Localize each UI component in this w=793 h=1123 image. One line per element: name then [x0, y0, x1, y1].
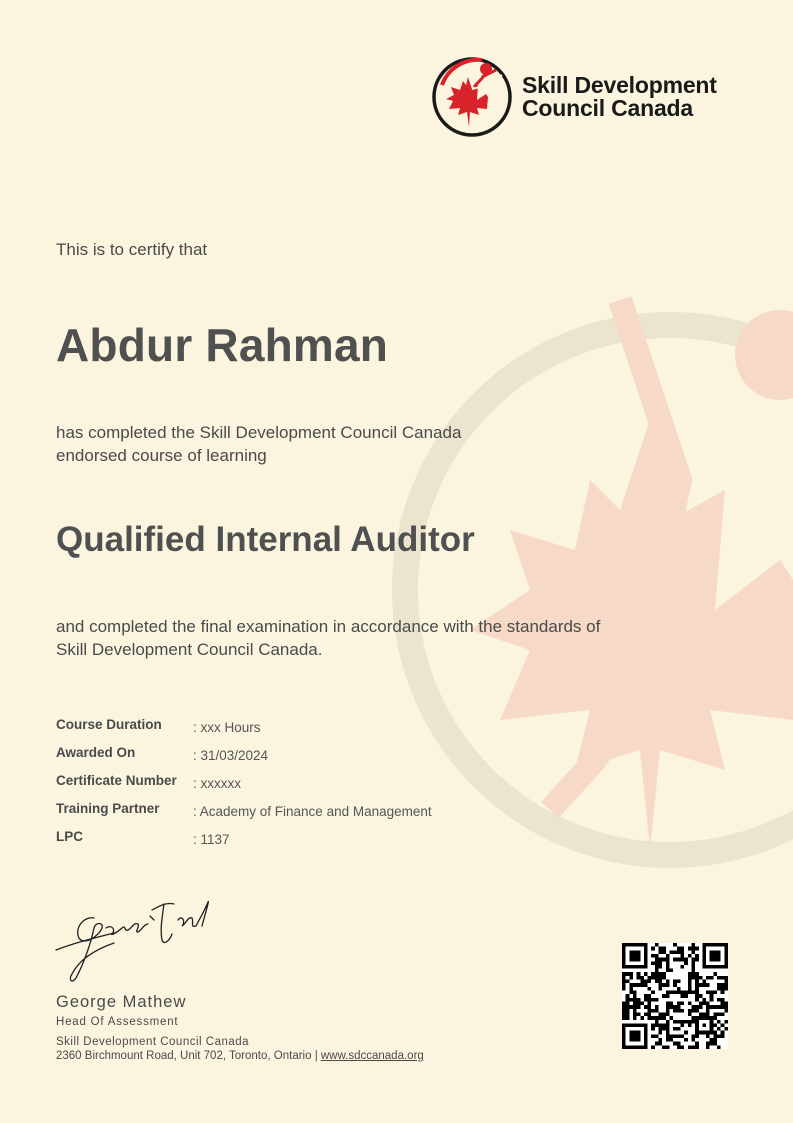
organization-name: Skill Development Council Canada [56, 1036, 250, 1048]
completion-statement [56, 421, 461, 467]
detail-label: Awarded On [56, 745, 136, 760]
standards-line-1: and completed the final examination in accordance with the standards of [56, 617, 601, 636]
signer-name: George Mathew [56, 993, 187, 1011]
signer-title: Head Of Assessment [56, 1016, 179, 1028]
detail-value: : xxx Hours [193, 720, 261, 735]
maple-leaf-logo-icon [430, 55, 514, 139]
maple-leaf-watermark [380, 290, 793, 890]
detail-label: Certificate Number [56, 773, 177, 788]
completion-line-2: endorsed course of learning [56, 446, 267, 465]
detail-value: : 31/03/2024 [193, 748, 269, 763]
logo-line-2: Council Canada [522, 95, 694, 121]
qr-code [622, 943, 728, 1049]
standards-statement [56, 615, 676, 661]
standards-line-2: Skill Development Council Canada. [56, 640, 323, 659]
handwritten-signature [54, 888, 214, 988]
organization-address [56, 1050, 424, 1062]
logo-wordmark [522, 74, 717, 120]
course-title: Qualified Internal Auditor [56, 520, 475, 559]
detail-label: Training Partner [56, 801, 160, 816]
recipient-name: Abdur Rahman [56, 319, 389, 371]
detail-value: : xxxxxx [193, 776, 242, 791]
address-text: 2360 Birchmount Road, Unit 702, Toronto, Ontario | [56, 1050, 321, 1062]
detail-label: LPC [56, 829, 83, 844]
logo-line-1: Skill Development [522, 72, 717, 98]
website-link[interactable]: www.sdccanada.org [320, 1050, 424, 1062]
detail-value: : 1137 [193, 832, 230, 847]
sdcc-logo [430, 55, 750, 140]
certify-text: This is to certify that [56, 240, 208, 259]
completion-line-1: has completed the Skill Development Council Canada [56, 423, 462, 442]
detail-value: : Academy of Finance and Management [193, 804, 432, 819]
detail-label: Course Duration [56, 717, 162, 732]
